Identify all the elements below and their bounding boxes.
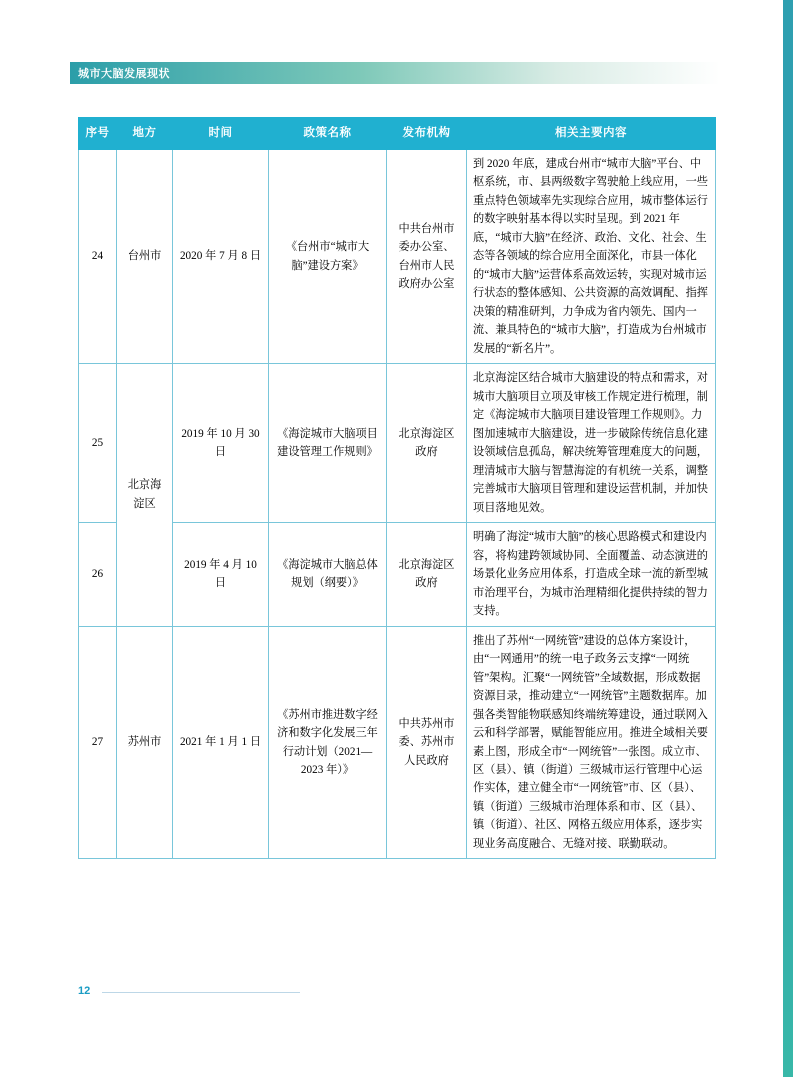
footer-divider [102, 992, 300, 993]
cell-main-content: 明确了海淀“城市大脑”的核心思路模式和建设内容，将构建跨领域协同、全面覆盖、动态演进的场景化业务应用体系，打造成全球一流的新型城市治理平台，为城市治理精细化提供持续的智力支持。 [467, 523, 716, 626]
cell-policy-name: 《海淀城市大脑总体规划（纲要）》 [269, 523, 387, 626]
column-header-main-content: 相关主要内容 [467, 118, 716, 150]
policy-table [78, 117, 716, 859]
cell-main-content: 北京海淀区结合城市大脑建设的特点和需求，对城市大脑项目立项及审核工作规定进行梳理，制定《海淀城市大脑项目建设管理工作规则》。力图加速城市大脑建设，进一步破除传统信息化建设领域信息孤岛，解决统筹管理难度大的问题，理清城市大脑与智慧海淀的有机统一关系，调整完善城市大脑项目管理和建设运营机制，并加快项目落地见效。 [467, 364, 716, 523]
cell-place: 台州市 [117, 149, 173, 363]
cell-issuing-org: 中共台州市委办公室、台州市人民政府办公室 [387, 149, 467, 363]
page-header [70, 62, 720, 84]
cell-time: 2019 年 4 月 10 日 [173, 523, 269, 626]
cell-policy-name: 《海淀城市大脑项目建设管理工作规则》 [269, 364, 387, 523]
page-edge-accent-bar [783, 0, 793, 1077]
cell-policy-name: 《苏州市推进数字经济和数字化发展三年行动计划（2021—2023 年）》 [269, 626, 387, 859]
cell-index: 24 [79, 149, 117, 363]
cell-index: 26 [79, 523, 117, 626]
cell-index: 27 [79, 626, 117, 859]
table-row [79, 364, 716, 523]
cell-issuing-org: 北京海淀区政府 [387, 364, 467, 523]
cell-time: 2019 年 10 月 30 日 [173, 364, 269, 523]
cell-index: 25 [79, 364, 117, 523]
cell-main-content: 推出了苏州“一网统管”建设的总体方案设计，由“一网通用”的统一电子政务云支撑“一网统管”架构。汇聚“一网统管”全域数据，形成数据资源目录，推动建立“一网统管”主题数据库。加强各类智能物联感知终端统筹建设，通过联网入云和科学部署，赋能智能应用。推进全域相关要素上图，形成全市“一网统管”一张图。成立市、区（县）、镇（街道）三级城市运行管理中心运作实体，建立健全市“一网统管”市、区（县）、镇（街道）三级城市治理体系和市、区（县）、镇（街道）、社区、网格五级应用体系，逐步实现业务高度融合、无缝对接、联勤联动。 [467, 626, 716, 859]
cell-place: 苏州市 [117, 626, 173, 859]
table-row [79, 149, 716, 363]
column-header-issuing-org: 发布机构 [387, 118, 467, 150]
cell-issuing-org: 北京海淀区政府 [387, 523, 467, 626]
cell-policy-name: 《台州市“城市大脑”建设方案》 [269, 149, 387, 363]
cell-time: 2021 年 1 月 1 日 [173, 626, 269, 859]
column-header-time: 时间 [173, 118, 269, 150]
page-number: 12 [78, 985, 91, 997]
header-title: 城市大脑发展现状 [78, 68, 170, 80]
table-row [79, 523, 716, 626]
cell-main-content: 到 2020 年底，建成台州市“城市大脑”平台、中枢系统，市、县两级数字驾驶舱上线应用，一些重点特色领域率先实现综合应用，城市整体运行的数字映射基本得以实时呈现。到 2021 年底，“城市大脑”在经济、政治、文化、社会、生态等各领域的综合应用全面深化，市县一体化的“城市大脑”运营体系高效运转，实现对城市运行状态的整体感知、公共资源的高效调配、指挥决策的精准研判，力争成为省内领先、国内一流、兼具特色的“城市大脑”，打造成为台州城市发展的“新名片”。 [467, 149, 716, 363]
table-header-row [79, 118, 716, 150]
policy-table-container [78, 117, 715, 859]
column-header-place: 地方 [117, 118, 173, 150]
cell-issuing-org: 中共苏州市委、苏州市人民政府 [387, 626, 467, 859]
cell-time: 2020 年 7 月 8 日 [173, 149, 269, 363]
column-header-index: 序号 [79, 118, 117, 150]
column-header-policy-name: 政策名称 [269, 118, 387, 150]
table-row [79, 626, 716, 859]
cell-place: 北京海淀区 [117, 364, 173, 626]
